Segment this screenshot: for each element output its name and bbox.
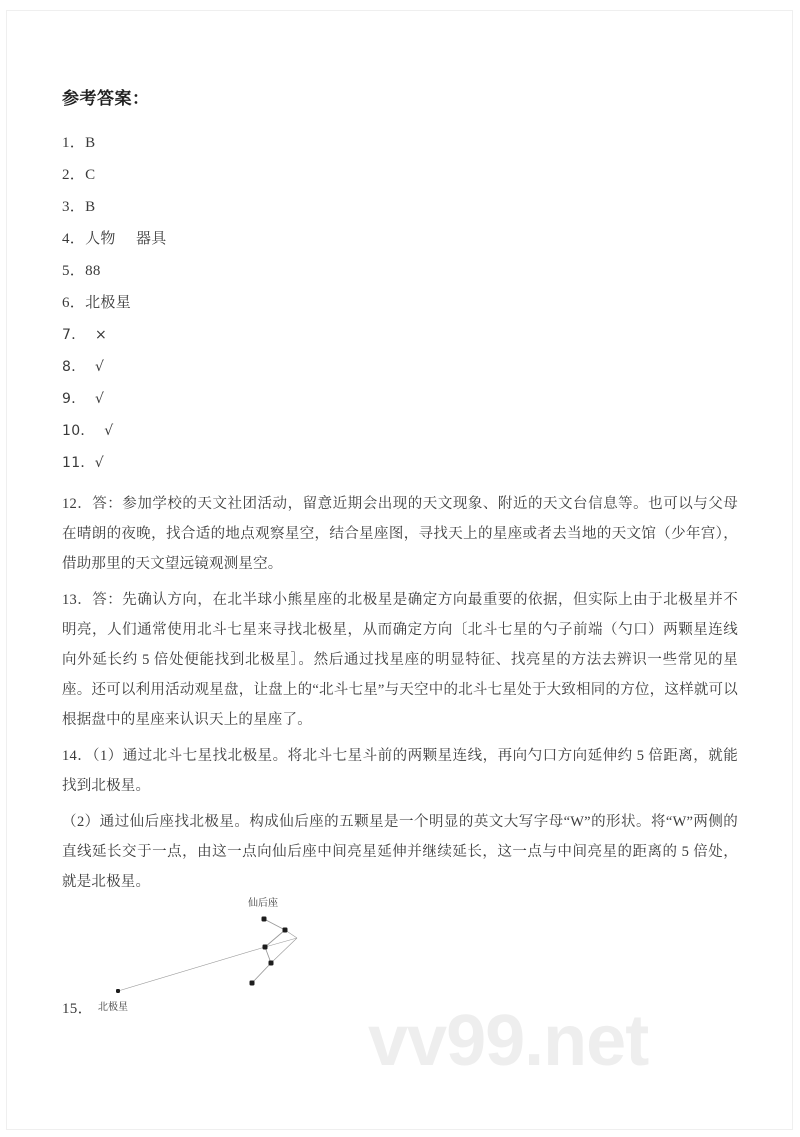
answer-line-11: 11．√ xyxy=(62,455,104,471)
answer-line-8: 8． √ xyxy=(62,359,105,375)
answer-line-1: 1．B xyxy=(62,135,96,151)
answer-line-9: 9． √ xyxy=(62,391,105,407)
answer-paragraph-14-1: 14．（1）通过北斗七星找北极星。将北斗七星斗前的两颗星连线，再向勺口方向延伸约 5 倍距离，就能找到北极星。 xyxy=(62,748,738,794)
answer-line-15-number: 15． xyxy=(62,1001,93,1017)
answer-paragraph-13: 13．答：先确认方向，在北半球小熊星座的北极星是确定方向最重要的依据，但实际上由于北极星并不明亮，人们通常使用北斗七星来寻找北极星，从而确定方向〔北斗七星的勺子前端（勺口）两颗星连线向外延长约 5 倍处便能找到北极星］。然后通过找星座的明显特征、找亮星的方法去辨识一些常见的星座。还可以利用活动观星盘，让盘上的“北斗七星”与天空中的北斗七星处于大致相同的方位，这样就可以根据盘中的星座来认识天上的星座了。 xyxy=(62,592,738,728)
answer-line-6: 6．北极星 xyxy=(62,295,132,311)
page-title: 参考答案： xyxy=(62,89,150,108)
polaris-label: 北极星 xyxy=(98,1002,128,1013)
constellation-lines xyxy=(118,919,297,991)
answer-line-5: 5．88 xyxy=(62,263,101,279)
answer-paragraph-14-2: （2）通过仙后座找北极星。构成仙后座的五颗星是一个明显的英文大写字母“W”的形状。将“W”两侧的直线延长交于一点，由这一点向仙后座中间亮星延伸并继续延长，这一点与中间亮星的距离的 5 倍处，就是北极星。 xyxy=(62,814,738,890)
answer-line-3: 3．B xyxy=(62,199,96,215)
answer-paragraph-12: 12．答：参加学校的天文社团活动，留意近期会出现的天文现象、附近的天文台信息等。也可以与父母在晴朗的夜晚，找合适的地点观察星空，结合星座图，寻找天上的星座或者去当地的天文馆（少年宫），借助那里的天文望远镜观测星空。 xyxy=(62,496,738,572)
cassiopeia-star-3 xyxy=(263,945,268,950)
cassiopeia-label: 仙后座 xyxy=(248,898,278,909)
cassiopeia-star-5 xyxy=(250,981,255,986)
constellation-segment xyxy=(264,919,285,930)
constellation-figure xyxy=(60,888,360,1028)
answer-line-4: 4．人物 器具 xyxy=(62,231,167,247)
cassiopeia-star-2 xyxy=(283,928,288,933)
cassiopeia-star-1 xyxy=(262,917,267,922)
watermark-text: vv99.net xyxy=(368,1001,649,1081)
answer-line-2: 2．C xyxy=(62,167,96,183)
answer-line-7: 7． × xyxy=(62,327,108,343)
cassiopeia-star-4 xyxy=(269,961,274,966)
polaris-star xyxy=(116,989,120,993)
answer-line-10: 10． √ xyxy=(62,423,114,439)
constellation-segment xyxy=(252,963,271,983)
constellation-stars xyxy=(116,917,288,994)
answer-sheet-content xyxy=(62,84,738,897)
